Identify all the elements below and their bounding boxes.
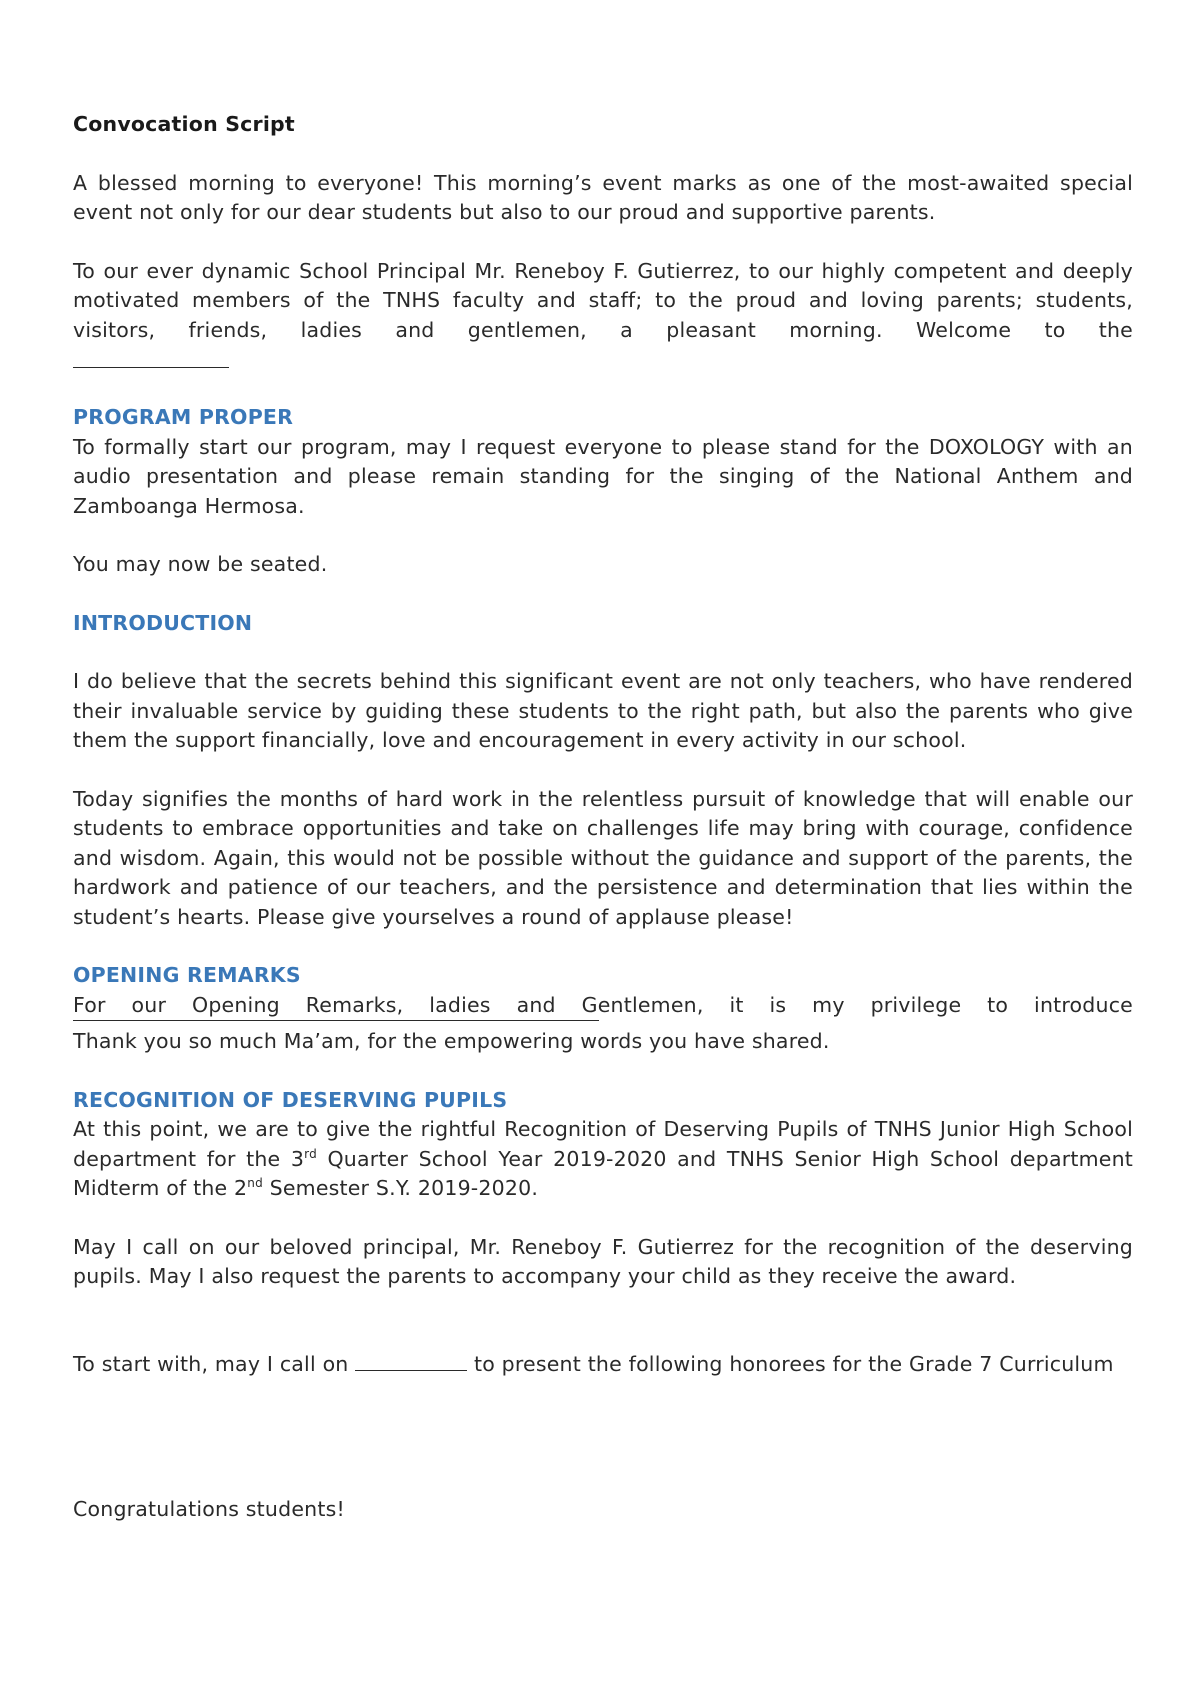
congratulations-text: Congratulations students! (73, 1497, 345, 1521)
introduction-paragraph-2: Today signifies the months of hard work in the relentless pursuit of knowledge that will enable our students to embrace opportunities and take on challenges life may bring with courage, confidence and wisdom. Again, this would not be possible without the guidance and support of the parents, the hardwork and patience of our teachers, and the persistence and determination that lies within the student’s hearts. Please give yourselves a round of applause please! (73, 786, 1133, 929)
recognition-text-b: Quarter School Year 2019-2020 and TNHS Senior High School department Midterm of the 2 (73, 1146, 1134, 1200)
recognition-text (73, 1115, 1133, 1204)
recognition-sup-nd: nd (247, 1176, 263, 1191)
call-principal-text: May I call on our beloved principal, Mr. Reneboy F. Gutierrez for the recognition of the deserving pupils. May I also request the parents to accompany your child as they receive the award. (73, 1234, 1133, 1288)
spacer-large (73, 1408, 1133, 1495)
recognition-sup-rd: rd (304, 1146, 317, 1161)
recognition-text-c: Semester S.Y. 2019-2020. (262, 1176, 539, 1200)
recognition-heading: RECOGNITION OF DESERVING PUPILS (73, 1087, 508, 1112)
opening-remarks-thanks: Thank you so much Ma’am, for the empowering words you have shared. (73, 1029, 830, 1053)
document-title: Convocation Script (73, 112, 295, 136)
greeting-text: To our ever dynamic School Principal Mr. Reneboy F. Gutierrez, to our highly competent and deeply motivated members of the TNHS faculty and staff; to the proud and loving parents; students, visitors, friends, ladies and gentlemen, a pleasant morning. Welcome to the (73, 258, 1133, 342)
start-with-b: to present the following honorees for the Grade 7 Curriculum (467, 1351, 1114, 1376)
spacer (73, 1321, 1133, 1350)
presenter-blank (355, 1370, 467, 1371)
welcome-blank-row (73, 345, 1133, 374)
document-page (73, 110, 1133, 1554)
opening-remarks-text: For our Opening Remarks, ladies and Gentlemen, it is my privilege to introduce (73, 992, 1133, 1017)
introduction-heading: INTRODUCTION (73, 610, 253, 635)
program-proper-heading: PROGRAM PROPER (73, 405, 294, 429)
speaker-blank-row (73, 1020, 1133, 1024)
introduction-paragraph-1: I do believe that the secrets behind this significant event are not only teachers, who have rendered their invaluable service by guiding these students to the right path, but also the parents who give them the support financially, love and encouragement in every activity in our school. (73, 669, 1133, 752)
program-proper-text: To formally start our program, may I request everyone to please stand for the DOXOLOGY with an audio presentation and please remain standing for the singing of the National Anthem and Zamboanga Hermosa. (73, 434, 1133, 518)
welcome-blank (73, 367, 229, 368)
greeting-paragraph (73, 257, 1133, 346)
seated-text: You may now be seated. (73, 552, 328, 576)
start-with-a: To start with, may I call on (73, 1351, 356, 1376)
intro-paragraph: A blessed morning to everyone! This morning’s event marks as one of the most-awaited special event not only for our dear students but also to our proud and supportive parents. (73, 170, 1133, 224)
recognition-text-a: At this point, we are to give the rightful Recognition of Deserving Pupils of TNHS Junior High School department for the 3 (73, 1117, 1133, 1171)
start-with-text (73, 1350, 1133, 1380)
speaker-blank (73, 1020, 599, 1021)
opening-remarks-heading: OPENING REMARKS (73, 963, 301, 987)
